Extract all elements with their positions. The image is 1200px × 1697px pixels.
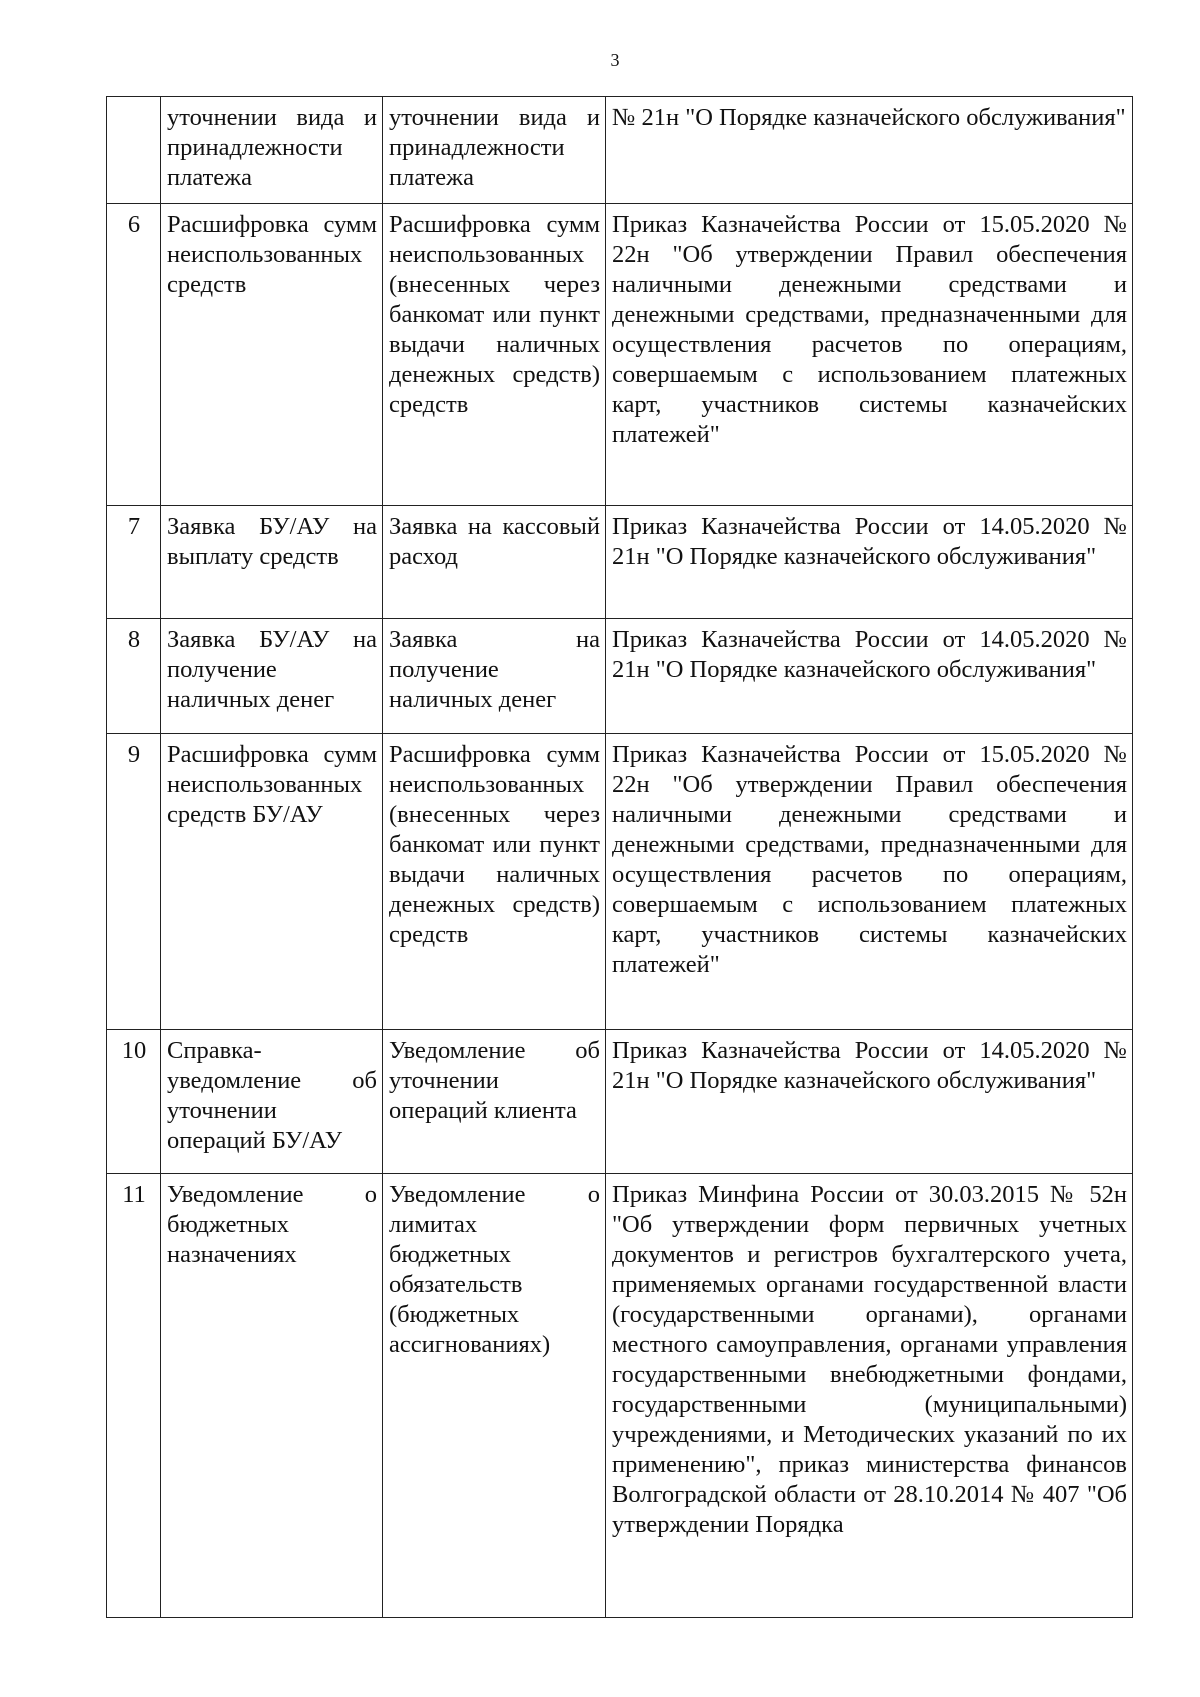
page-number: 3 xyxy=(610,50,620,70)
legal-basis-cell: Приказ Казначейства России от 14.05.2020 № 21н "О Порядке казначейского обслуживания" xyxy=(606,619,1133,734)
treasury-document-cell: Уведомление об уточнении операций клиента xyxy=(383,1030,606,1174)
legal-basis-cell: Приказ Казначейства России от 15.05.2020 № 22н "Об утверждении Правил обеспечения наличными денежными средствами и денежными средствами, предназначенными для осуществления расчетов по операциям, совершаемым с использованием платежных карт, участников системы казначейских платежей" xyxy=(606,204,1133,506)
treasury-document-cell: Расшифровка сумм неиспользованных (внесенных через банкомат или пункт выдачи наличных денежных средств) средств xyxy=(383,734,606,1030)
row-number: 8 xyxy=(107,619,161,734)
document-name-cell: Расшифровка сумм неиспользованных средств БУ/АУ xyxy=(161,734,383,1030)
row-number: 7 xyxy=(107,506,161,619)
table-row xyxy=(107,1174,1133,1618)
table-row xyxy=(107,734,1133,1030)
treasury-document-cell: Расшифровка сумм неиспользованных (внесенных через банкомат или пункт выдачи наличных денежных средств) средств xyxy=(383,204,606,506)
document-table xyxy=(106,96,1133,1618)
row-number: 6 xyxy=(107,204,161,506)
legal-basis-cell: Приказ Казначейства России от 14.05.2020 № 21н "О Порядке казначейского обслуживания" xyxy=(606,506,1133,619)
treasury-document-cell: уточнении вида и принадлежности платежа xyxy=(383,97,606,204)
legal-basis-cell: Приказ Казначейства России от 14.05.2020 № 21н "О Порядке казначейского обслуживания" xyxy=(606,1030,1133,1174)
table-row xyxy=(107,619,1133,734)
table-row xyxy=(107,1030,1133,1174)
document-name-cell: Справка-уведомление об уточнении операций БУ/АУ xyxy=(161,1030,383,1174)
treasury-document-cell: Уведомление о лимитах бюджетных обязательств (бюджетных ассигнованиях) xyxy=(383,1174,606,1618)
treasury-document-cell: Заявка на получение наличных денег xyxy=(383,619,606,734)
document-name-cell: Уведомление о бюджетных назначениях xyxy=(161,1174,383,1618)
document-name-cell: Заявка БУ/АУ на выплату средств xyxy=(161,506,383,619)
row-number: 11 xyxy=(107,1174,161,1618)
row-number: 9 xyxy=(107,734,161,1030)
document-name-cell: уточнении вида и принадлежности платежа xyxy=(161,97,383,204)
row-number xyxy=(107,97,161,204)
table-row xyxy=(107,204,1133,506)
legal-basis-cell: Приказ Минфина России от 30.03.2015 № 52н "Об утверждении форм первичных учетных документов и регистров бухгалтерского учета, применяемых органами государственной власти (государственными органами), органами местного самоуправления, органами управления государственными внебюджетными фондами, государственными (муниципальными) учреждениями, и Методических указаний по их применению", приказ министерства финансов Волгоградской области от 28.10.2014 № 407 "Об утверждении Порядка xyxy=(606,1174,1133,1618)
table-row xyxy=(107,97,1133,204)
legal-basis-cell: Приказ Казначейства России от 15.05.2020 № 22н "Об утверждении Правил обеспечения наличными денежными средствами и денежными средствами, предназначенными для осуществления расчетов по операциям, совершаемым с использованием платежных карт, участников системы казначейских платежей" xyxy=(606,734,1133,1030)
document-name-cell: Заявка БУ/АУ на получение наличных денег xyxy=(161,619,383,734)
document-name-cell: Расшифровка сумм неиспользованных средств xyxy=(161,204,383,506)
row-number: 10 xyxy=(107,1030,161,1174)
legal-basis-cell: № 21н "О Порядке казначейского обслуживания" xyxy=(606,97,1133,204)
treasury-document-cell: Заявка на кассовый расход xyxy=(383,506,606,619)
table-row xyxy=(107,506,1133,619)
